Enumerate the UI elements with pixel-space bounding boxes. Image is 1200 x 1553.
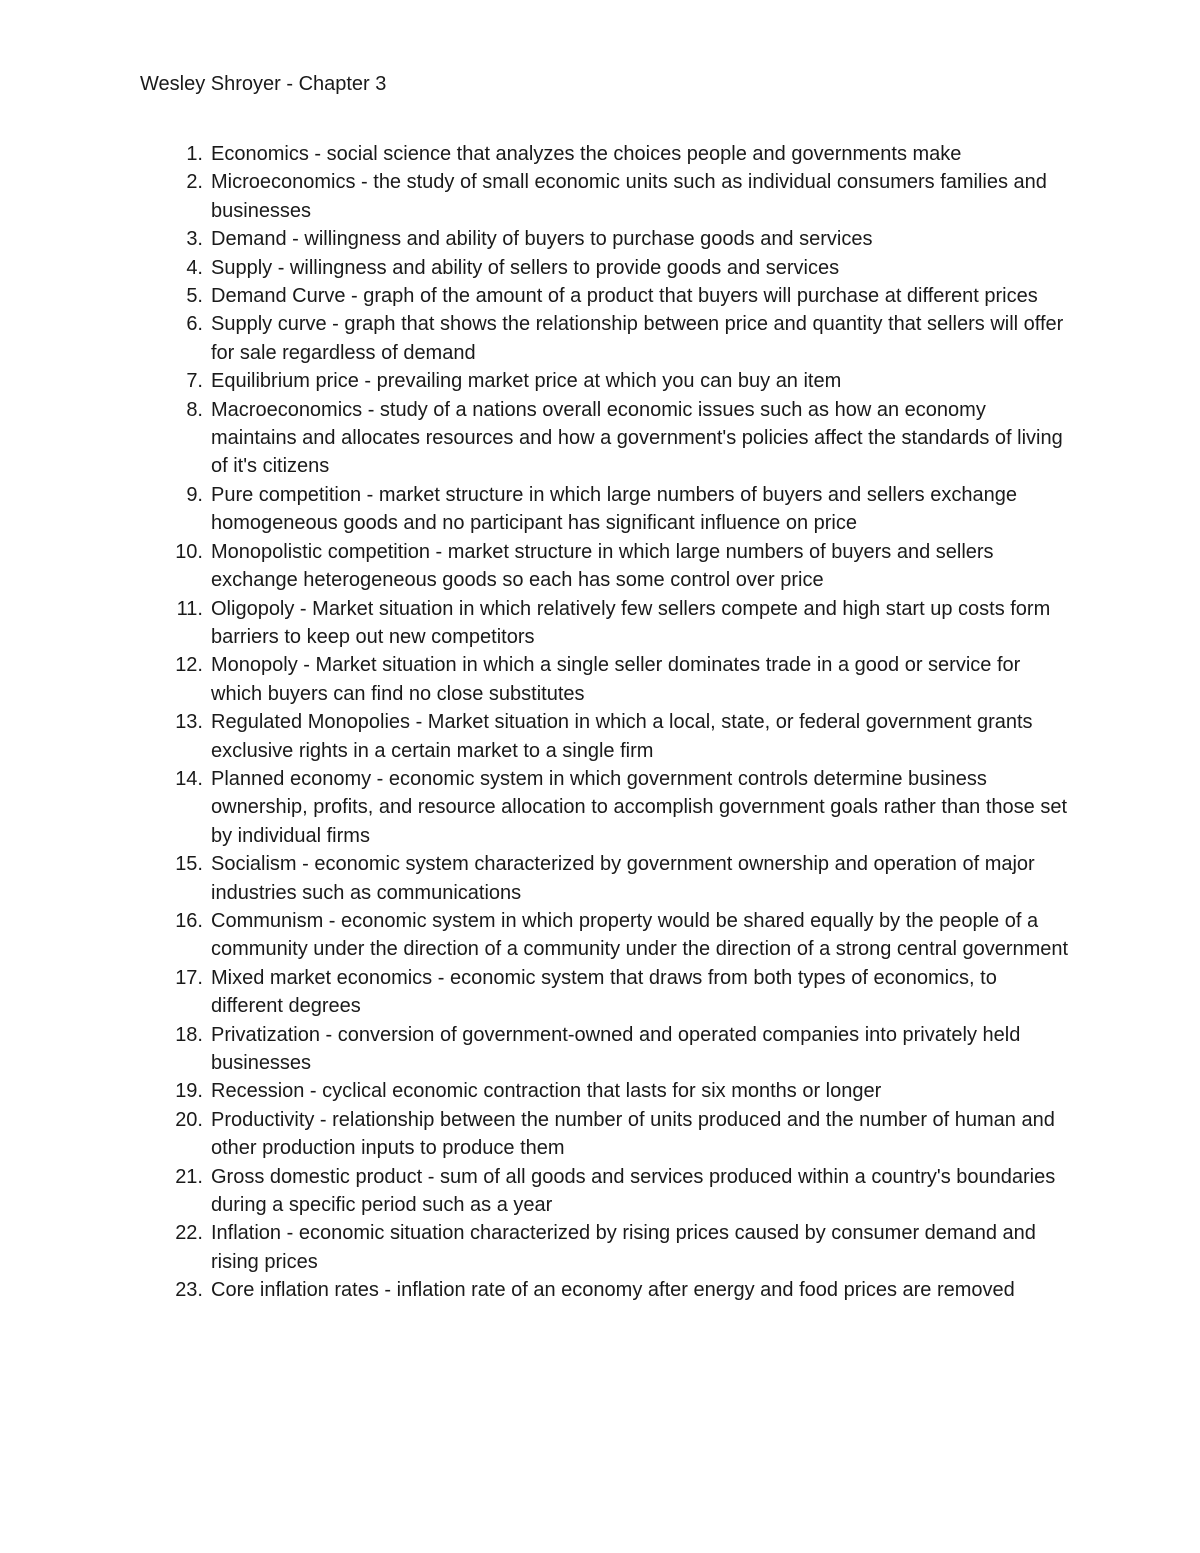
list-item-number: 6. [186, 313, 203, 336]
definition-list [0, 140, 1200, 1305]
list-item-text: Productivity - relationship between the number of units produced and the number of human and other production inputs to produce them [211, 1108, 1055, 1160]
list-item [0, 907, 1071, 964]
list-item-number: 11. [176, 597, 203, 620]
list-item-number: 2. [186, 171, 203, 194]
list-item-text: Economics - social science that analyzes the choices people and governments make [211, 143, 962, 165]
list-item-text: Oligopoly - Market situation in which relatively few sellers compete and high start up costs form barriers to keep out new competitors [211, 597, 1051, 648]
list-item-number: 14. [175, 767, 203, 790]
list-item [0, 1163, 1071, 1220]
list-item-number: 12. [175, 654, 203, 677]
list-item [0, 964, 1071, 1021]
list-item [0, 1106, 1071, 1163]
list-item-text: Inflation - economic situation characterized by rising prices caused by consumer demand and rising prices [211, 1222, 1036, 1273]
list-item-number: 19. [175, 1080, 203, 1103]
list-item [0, 1077, 1071, 1105]
list-item-number: 3. [186, 228, 203, 251]
list-item-text: Communism - economic system in which property would be shared equally by the people of a community under the direction of a community under the direction of a strong central government [211, 909, 1069, 961]
list-item-text: Recession - cyclical economic contraction that lasts for six months or longer [211, 1080, 882, 1103]
list-item-text: Demand - willingness and ability of buyers to purchase goods and services [211, 228, 873, 251]
list-item-number: 5. [186, 285, 203, 308]
list-item-text: Equilibrium price - prevailing market price at which you can buy an item [211, 370, 842, 393]
list-item-text: Core inflation rates - inflation rate of an economy after energy and food prices are removed [211, 1279, 1015, 1302]
list-item-number: 18. [175, 1023, 203, 1046]
list-item-text: Regulated Monopolies - Market situation in which a local, state, or federal government grants exclusive rights in a certain market to a single firm [211, 711, 1033, 762]
list-item-text: Mixed market economics - economic system that draws from both types of economics, to different degrees [211, 966, 997, 1018]
list-item-text: Planned economy - economic system in which government controls determine business ownership, profits, and resource allocation to accomplish government goals rather than those set by individual firms [211, 767, 1068, 847]
list-item-number: 16. [175, 909, 203, 932]
list-item-text: Socialism - economic system characterized by government ownership and operation of major industries such as communications [211, 853, 1035, 904]
list-item-text: Microeconomics - the study of small economic units such as individual consumers families and businesses [211, 171, 1047, 222]
list-item [0, 481, 1071, 538]
list-item [0, 310, 1071, 367]
list-item [0, 282, 1071, 310]
list-item [0, 254, 1071, 282]
list-item [0, 708, 1071, 765]
list-item-number: 23. [175, 1279, 203, 1302]
list-item-text: Monopolistic competition - market structure in which large numbers of buyers and sellers exchange heterogeneous goods so each has some control over price [211, 540, 994, 592]
list-item [0, 850, 1071, 907]
list-item-number: 22. [175, 1222, 203, 1245]
list-item [0, 396, 1071, 481]
list-item-text: Privatization - conversion of government-owned and operated companies into privately held businesses [211, 1023, 1021, 1074]
list-item [0, 1276, 1071, 1304]
list-item-number: 15. [175, 853, 203, 876]
list-item-text: Monopoly - Market situation in which a single seller dominates trade in a good or service for which buyers can find no close substitutes [211, 654, 1021, 705]
list-item [0, 140, 1071, 168]
list-item [0, 538, 1071, 595]
document-title: Wesley Shroyer - Chapter 3 [140, 73, 387, 95]
list-item [0, 1021, 1071, 1078]
list-item [0, 367, 1071, 395]
list-item-number: 21. [175, 1165, 203, 1188]
list-item-number: 8. [186, 398, 203, 421]
list-item-number: 7. [186, 370, 203, 393]
list-item-number: 1. [186, 143, 203, 165]
list-item-text: Pure competition - market structure in which large numbers of buyers and sellers exchange homogeneous goods and no participant has significant influence on price [211, 483, 1017, 535]
list-item-number: 9. [186, 483, 203, 506]
list-item-number: 20. [175, 1108, 203, 1131]
list-item-text: Supply curve - graph that shows the relationship between price and quantity that sellers will offer for sale regardless of demand [211, 313, 1064, 364]
list-item-number: 13. [175, 711, 203, 734]
list-item-number: 4. [186, 256, 203, 279]
list-item [0, 765, 1071, 850]
list-item-text: Demand Curve - graph of the amount of a product that buyers will purchase at different prices [211, 285, 1038, 308]
list-item-text: Supply - willingness and ability of sellers to provide goods and services [211, 256, 840, 279]
list-item [0, 1219, 1071, 1276]
list-item-number: 10. [175, 540, 203, 563]
list-item-number: 17. [175, 966, 203, 989]
list-item-text: Macroeconomics - study of a nations overall economic issues such as how an economy maintains and allocates resources and how a government's policies affect the standards of living of it's citizens [211, 398, 1063, 478]
list-item-text: Gross domestic product - sum of all goods and services produced within a country's boundaries during a specific period such as a year [211, 1165, 1056, 1217]
list-item [0, 651, 1071, 708]
list-item [0, 225, 1071, 253]
list-item [0, 168, 1071, 225]
list-item [0, 595, 1071, 652]
